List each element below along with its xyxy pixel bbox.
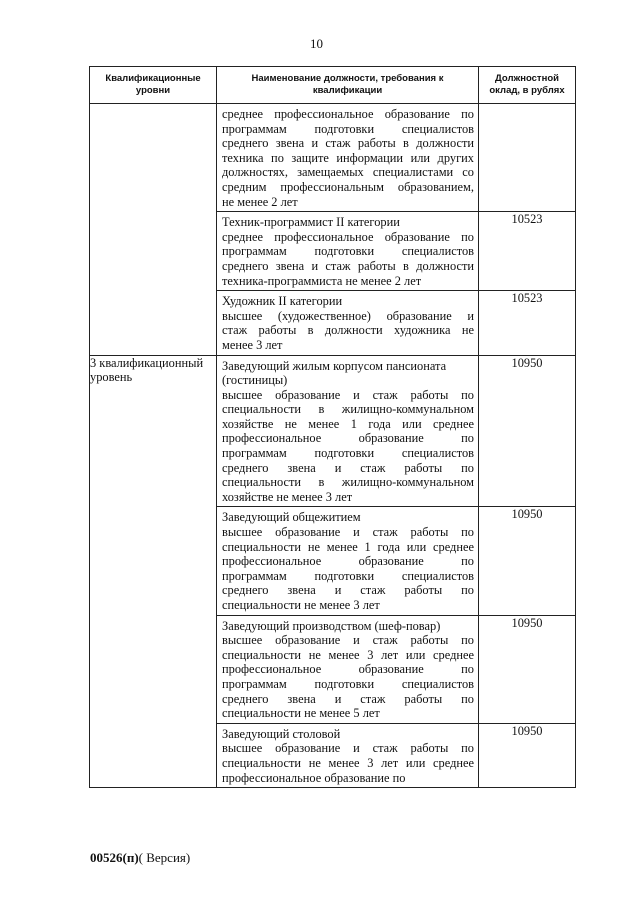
text-line: специальности в жилищно-коммунальном (222, 402, 474, 417)
text-line: техника по защите информации или других (222, 150, 474, 165)
text-line: специальности в жилищно-коммунальном (222, 475, 474, 490)
text-line: профессиональное образование по (222, 770, 406, 785)
text-line: техника-программиста не менее 2 лет (222, 273, 422, 288)
salary-cell: 10950 (479, 507, 576, 615)
header-salary: Должностной оклад, в рублях (479, 67, 576, 104)
salary-cell: 10950 (479, 355, 576, 507)
position-cell (217, 615, 479, 723)
text-line: профессиональное образование по (222, 662, 474, 677)
text-line: Техник-программист II категории (222, 215, 400, 230)
document-footer (90, 850, 190, 866)
text-line: профессиональное образование по (222, 431, 474, 446)
text-line: Заведующий производством (шеф-повар) (222, 618, 441, 633)
text-line: специальности не менее 3 лет или среднее (222, 647, 474, 662)
text-line: среднего звена и стаж работы в должности (222, 136, 474, 151)
text-line: высшее (художественное) образование и (222, 308, 474, 323)
text-line: среднее профессиональное образование по (222, 107, 474, 121)
table-row (90, 355, 576, 507)
text-line: специальности не менее 3 лет или среднее (222, 755, 474, 770)
text-line: высшее образование и стаж работы по (222, 387, 474, 402)
text-line: специальности не менее 1 года или среднее (222, 539, 474, 554)
text-line: хозяйстве не менее 1 года или среднее (222, 416, 474, 431)
text-line: средним профессиональным образованием, (222, 179, 474, 194)
position-cell (217, 355, 479, 507)
text-line: должностях, замещаемых специалистами со (222, 165, 474, 180)
document-version: ( Версия) (138, 850, 191, 865)
text-line: высшее образование и стаж работы по (222, 741, 474, 756)
position-cell (217, 212, 479, 291)
salary-cell: 10950 (479, 723, 576, 787)
text-line: Художник II категории (222, 294, 343, 309)
header-levels: Квалификационные уровни (90, 67, 217, 104)
text-line: специальности не менее 3 лет (222, 598, 380, 612)
text-line: Заведующий столовой (222, 726, 341, 741)
text-line: программам подготовки специалистов (222, 446, 474, 461)
text-line: среднего звена и стаж работы по (222, 691, 474, 706)
text-line: высшее образование и стаж работы по (222, 633, 474, 648)
text-line: программам подготовки специалистов (222, 121, 474, 136)
document-code: 00526(п) (90, 850, 139, 865)
text-line: программам подготовки специалистов (222, 568, 474, 583)
text-line: стаж работы в должности художника не (222, 323, 474, 338)
text-line: не менее 2 лет (222, 194, 298, 209)
text-line: среднего звена и стаж работы в должности (222, 258, 474, 273)
text-line: программам подготовки специалистов (222, 244, 474, 259)
position-cell (217, 507, 479, 615)
text-line: (гостиницы) (222, 373, 288, 388)
table-row (90, 104, 576, 212)
level-cell: 3 квалификационный уровень (90, 355, 217, 788)
text-line: среднего звена и стаж работы по (222, 583, 474, 598)
text-line: профессиональное образование по (222, 554, 474, 569)
salary-cell: 10523 (479, 291, 576, 355)
text-line: среднего звена и стаж работы по (222, 460, 474, 475)
header-position: Наименование должности, требования к квалификации (217, 67, 479, 104)
text-line: специальности не менее 5 лет (222, 706, 380, 721)
text-line: среднее профессиональное образование по (222, 229, 474, 244)
qualification-table (89, 66, 576, 788)
salary-cell (479, 104, 576, 212)
text-line: Заведующий общежитием (222, 510, 361, 525)
salary-cell: 10950 (479, 615, 576, 723)
table-header-row (90, 67, 576, 104)
text-line: менее 3 лет (222, 337, 283, 352)
text-line: программам подготовки специалистов (222, 676, 474, 691)
position-cell (217, 291, 479, 355)
text-line: высшее образование и стаж работы по (222, 525, 474, 540)
position-cell (217, 723, 479, 787)
page-number: 10 (310, 36, 323, 51)
position-cell (217, 104, 479, 212)
level-cell (90, 104, 217, 356)
salary-cell: 10523 (479, 212, 576, 291)
text-line: Заведующий жилым корпусом пансионата (222, 358, 447, 373)
text-line: хозяйстве не менее 3 лет (222, 489, 353, 504)
